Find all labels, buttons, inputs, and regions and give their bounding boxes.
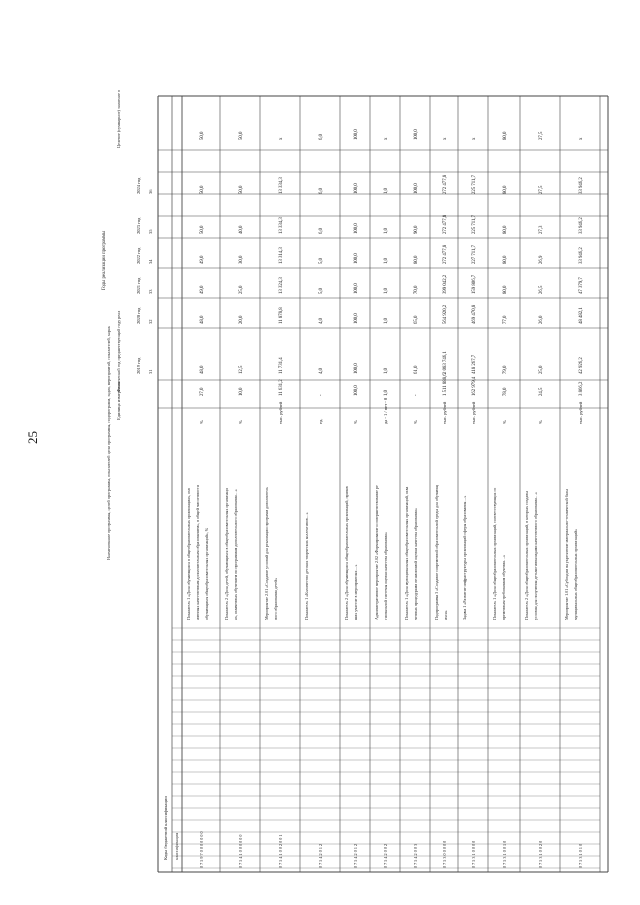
row-year-value: 272 477,8 xyxy=(443,214,448,234)
row-year-value: 40,0 xyxy=(239,225,244,234)
target-header: Целевое (суммарное) значение п xyxy=(116,89,121,148)
row-codes: 0 7 5 3 1 0 0 1 0 xyxy=(502,840,507,868)
row-year-value: 100,0 xyxy=(354,253,359,264)
row-year-value: 418 267,7 xyxy=(472,354,477,374)
row-year-value: 27,3 xyxy=(539,225,544,234)
row-name: гиональной системы оценки качества образования» xyxy=(383,531,388,620)
table-row xyxy=(462,137,477,868)
row-year-value: 48,0 xyxy=(200,365,205,374)
row-base-value: 10,0 xyxy=(239,387,244,396)
row-codes: 0 7 5 4 2 0 0 2 xyxy=(383,843,388,868)
row-name: Мероприятие 2.01 «Создание условий для реализации программ дополнитель xyxy=(264,487,269,620)
year-col-number: 31 xyxy=(148,369,153,374)
row-unit: % xyxy=(413,420,418,424)
row-unit: да - 1 / нет - 0 xyxy=(383,397,388,424)
table-row xyxy=(524,131,544,868)
row-base-value: 162 979,4 xyxy=(472,376,477,396)
year-label: 2021 год xyxy=(136,277,141,294)
row-target-value: х xyxy=(472,137,477,140)
row-year-value: 80,0 xyxy=(414,255,419,264)
row-name: ного образования детей» xyxy=(273,577,278,620)
table-row xyxy=(264,137,284,868)
row-base-value: 27,0 xyxy=(200,387,205,396)
row-name: муниципальных общеобразовательных организаций» xyxy=(573,528,578,620)
row-year-value: 100,0 xyxy=(354,313,359,324)
row-year-value: 11 878,8 xyxy=(279,307,284,324)
row-target-value: х xyxy=(443,137,448,140)
row-base-value: - xyxy=(414,394,419,396)
row-name: Показатель 1 «Количество детских творческих коллективов…» xyxy=(304,512,309,620)
row-year-value: 13 334,3 xyxy=(279,177,284,194)
row-year-value: 80,0 xyxy=(503,185,508,194)
row-codes: 0 7 5 4 1 0 0 2 0 0 1 xyxy=(278,834,283,868)
row-year-value: 5,0 xyxy=(319,258,324,264)
year-col-number: 33 xyxy=(148,289,153,294)
row-name: Задача 1 «Развитие инфраструктуры организаций сферы образования…» xyxy=(462,495,467,620)
row-name: Показатель 1 «Доля общеобразовательных организаций, соответствующих со xyxy=(492,487,497,620)
row-year-value: 13 314,3 xyxy=(279,247,284,264)
row-year-value: 50,0 xyxy=(239,185,244,194)
year-col-number: 34 xyxy=(148,259,153,264)
row-year-value: 13 334,3 xyxy=(279,217,284,234)
row-year-value: 26,5 xyxy=(539,285,544,294)
row-year-value: 1,0 xyxy=(384,368,389,374)
row-target-value: 50,0 xyxy=(200,131,205,140)
row-base-value: 100,0 xyxy=(354,385,359,396)
row-target-value: 50,0 xyxy=(239,131,244,140)
row-name: Показатель 1 «Доля обучающихся в общеобразовательных организациях, охв xyxy=(186,488,191,620)
row-year-value: 33 946,2 xyxy=(579,247,584,264)
year-col-number: 32 xyxy=(148,319,153,324)
row-name: ченных процедурами независимой оценки качества образования» xyxy=(413,508,418,620)
table-row xyxy=(434,137,448,868)
row-year-value: 100,0 xyxy=(354,283,359,294)
years-header: Годы реализации программы xyxy=(102,230,107,290)
table-row xyxy=(344,129,359,868)
row-target-value: 27,5 xyxy=(539,131,544,140)
row-unit: % xyxy=(238,420,243,424)
row-unit: % xyxy=(502,420,507,424)
row-year-value: 79,0 xyxy=(503,365,508,374)
row-year-value: 49,0 xyxy=(200,285,205,294)
row-target-value: 100,0 xyxy=(354,129,359,140)
table-grid xyxy=(158,96,608,872)
row-year-value: 50,0 xyxy=(200,185,205,194)
row-year-value: 50,0 xyxy=(200,225,205,234)
row-unit: тыс. рублей xyxy=(278,401,283,424)
row-year-value: 48,0 xyxy=(200,315,205,324)
row-name: Административное мероприятие 2.02 «Формирование и совершенствование ре xyxy=(374,485,379,620)
row-name: временным требованиям обучения…» xyxy=(501,554,506,620)
row-year-value: 1,0 xyxy=(384,228,389,234)
row-year-value: 100,0 xyxy=(354,183,359,194)
row-year-value: 564 920,2 xyxy=(443,304,448,324)
row-year-value: 70,0 xyxy=(414,285,419,294)
row-year-value: 33 946,2 xyxy=(579,177,584,194)
row-year-value: 13 324,3 xyxy=(279,277,284,294)
row-year-value: 26,9 xyxy=(539,255,544,264)
names-header: Наименование программы, целей программы, показателей цели программы, подпрограмм, задач, мероприятий, показателей, харак xyxy=(106,326,111,560)
row-year-value: 5,0 xyxy=(319,288,324,294)
row-year-value: 80,0 xyxy=(503,285,508,294)
row-unit: % xyxy=(538,420,543,424)
row-year-value: 1,0 xyxy=(384,258,389,264)
table-row xyxy=(224,131,244,868)
row-year-value: 61,0 xyxy=(414,365,419,374)
row-name: аченных качественным дополнительным образованием», в общей численности xyxy=(195,485,200,620)
table-row xyxy=(186,131,210,868)
table-header xyxy=(102,89,179,860)
row-year-value: 1,0 xyxy=(384,188,389,194)
row-year-value: 25,0 xyxy=(539,365,544,374)
row-name: ихся» xyxy=(443,610,448,620)
year-col-number: 35 xyxy=(148,229,153,234)
row-year-value: 2 083 746,1 xyxy=(443,351,448,374)
row-year-value: 90,0 xyxy=(414,225,419,234)
year-label: 2023 год xyxy=(136,217,141,234)
row-base-value: 11 631,2 xyxy=(279,379,284,396)
row-unit: тыс. рублей xyxy=(471,401,476,424)
row-year-value: 80,0 xyxy=(503,255,508,264)
row-name: обучающихся общеобразовательных организаций», % xyxy=(204,527,209,620)
row-unit: % xyxy=(199,420,204,424)
row-year-value: 77,0 xyxy=(503,315,508,324)
row-unit: тыс. рублей xyxy=(578,401,583,424)
row-name: ших участие в мероприятиях…» xyxy=(353,564,358,620)
row-year-value: 47 379,7 xyxy=(579,277,584,294)
row-codes: 0 7 5 4 2 0 1 2 xyxy=(318,843,323,868)
row-year-value: 26,0 xyxy=(539,315,544,324)
row-year-value: 100,0 xyxy=(414,183,419,194)
row-unit: % xyxy=(353,420,358,424)
row-codes: 0 7 5 9 7 0 0 0 0 0 0 0 xyxy=(199,831,204,868)
row-codes: 0 7 5 3 1 0 0 2 0 xyxy=(538,840,543,868)
row-year-value: 6,0 xyxy=(319,228,324,234)
row-year-value: 6,0 xyxy=(319,188,324,194)
table-row xyxy=(304,133,324,868)
row-year-value: 1,0 xyxy=(384,288,389,294)
table-row xyxy=(492,131,508,868)
row-year-value: 12,5 xyxy=(239,365,244,374)
section-header: классификация xyxy=(174,832,179,860)
page-number: 25 xyxy=(25,431,40,444)
row-year-value: 42 926,2 xyxy=(579,357,584,374)
table-row xyxy=(404,129,419,868)
row-year-value: 100,0 xyxy=(354,363,359,374)
row-year-value: 49,0 xyxy=(200,255,205,264)
row-year-value: 65,0 xyxy=(414,315,419,324)
row-name: Показатель 1 «Доля муниципальных общеобразовательных организаций, охва xyxy=(404,486,409,620)
year-label: 2019 год xyxy=(136,357,141,374)
year-label: 2020 год xyxy=(136,307,141,324)
row-year-value: 225 711,7 xyxy=(472,214,477,234)
row-codes: 0 7 5 3 1 0 1 0 xyxy=(578,843,583,868)
row-target-value: х xyxy=(579,137,584,140)
row-year-value: 100,0 xyxy=(354,223,359,234)
row-year-value: 1,0 xyxy=(384,318,389,324)
row-year-value: 272 477,8 xyxy=(443,244,448,264)
row-base-value: 1,0 xyxy=(384,390,389,396)
row-target-value: 6,0 xyxy=(319,134,324,140)
row-target-value: х xyxy=(384,137,389,140)
row-unit: ед. xyxy=(318,418,323,424)
year-col-number: 36 xyxy=(148,189,153,194)
row-year-value: 469 470,8 xyxy=(472,304,477,324)
row-name: Показатель 2 «Доля детей, обучающихся в общеобразовательных организаци xyxy=(224,488,229,620)
row-base-value: 78,0 xyxy=(503,387,508,396)
row-unit: тыс. рублей xyxy=(442,401,447,424)
row-year-value: 30,0 xyxy=(239,255,244,264)
row-target-value: х xyxy=(279,137,284,140)
row-name: Подпрограмма 3 «Создание современной образовательной среды для обучающ xyxy=(434,485,439,620)
row-name: Мероприятие 1.01 «Субсидии на укрепление материально-технической базы xyxy=(564,489,569,620)
row-year-value: 399 042,2 xyxy=(443,274,448,294)
table-body xyxy=(186,129,584,868)
row-base-value: - xyxy=(319,394,324,396)
row-year-value: 27,5 xyxy=(539,185,544,194)
row-name: Показатель 2 «Доля обучающихся общеобразовательных организаций, приняв xyxy=(344,486,349,620)
row-name: ях, охваченных обучением по программам дополнительного образования…» xyxy=(233,489,238,620)
row-year-value: 80,0 xyxy=(503,225,508,234)
row-year-value: 33 946,2 xyxy=(579,217,584,234)
row-year-value: 159 806,7 xyxy=(472,274,477,294)
table-row xyxy=(374,137,389,868)
row-base-value: 24,5 xyxy=(539,387,544,396)
row-base-value: 3 866,2 xyxy=(579,381,584,396)
row-year-value: 272 477,8 xyxy=(443,174,448,194)
row-target-value: 100,0 xyxy=(414,129,419,140)
row-year-value: 225 711,7 xyxy=(472,174,477,194)
row-base-value: 1 511 888,6 xyxy=(443,373,448,396)
row-codes: 0 7 5 3 0 0 0 0 0 xyxy=(442,840,447,868)
table-row xyxy=(564,137,584,868)
row-codes: 0 7 5 4 1 0 0 0 0 0 0 xyxy=(238,834,243,868)
row-year-value: 20,0 xyxy=(239,315,244,324)
row-year-value: 4,0 xyxy=(319,318,324,324)
row-year-value: 4,0 xyxy=(319,368,324,374)
base-year-header: Фактический год предшествующий году реал xyxy=(116,310,121,392)
row-year-value: 25,0 xyxy=(239,285,244,294)
row-year-value: 227 711,7 xyxy=(472,244,477,264)
row-name: условия для получения детьми-инвалидами качественного образования…» xyxy=(533,492,538,620)
row-codes: 0 7 5 4 2 0 1 2 xyxy=(353,843,358,868)
unit-header: Единица измерения xyxy=(116,382,121,420)
classification-header: Коды бюджетной классификации xyxy=(163,796,168,860)
row-year-value: 11 731,4 xyxy=(279,357,284,374)
row-year-value: 48 482,1 xyxy=(579,307,584,324)
year-label: 2024 год xyxy=(136,177,141,194)
row-target-value: 80,0 xyxy=(503,131,508,140)
row-name: Показатель 2 «Доля общеобразовательных организаций, в которых созданы xyxy=(524,491,529,620)
year-label: 2022 год xyxy=(136,247,141,264)
row-codes: 0 7 5 3 1 0 0 0 0 xyxy=(471,840,476,868)
row-codes: 0 7 5 4 2 0 0 3 xyxy=(413,843,418,868)
